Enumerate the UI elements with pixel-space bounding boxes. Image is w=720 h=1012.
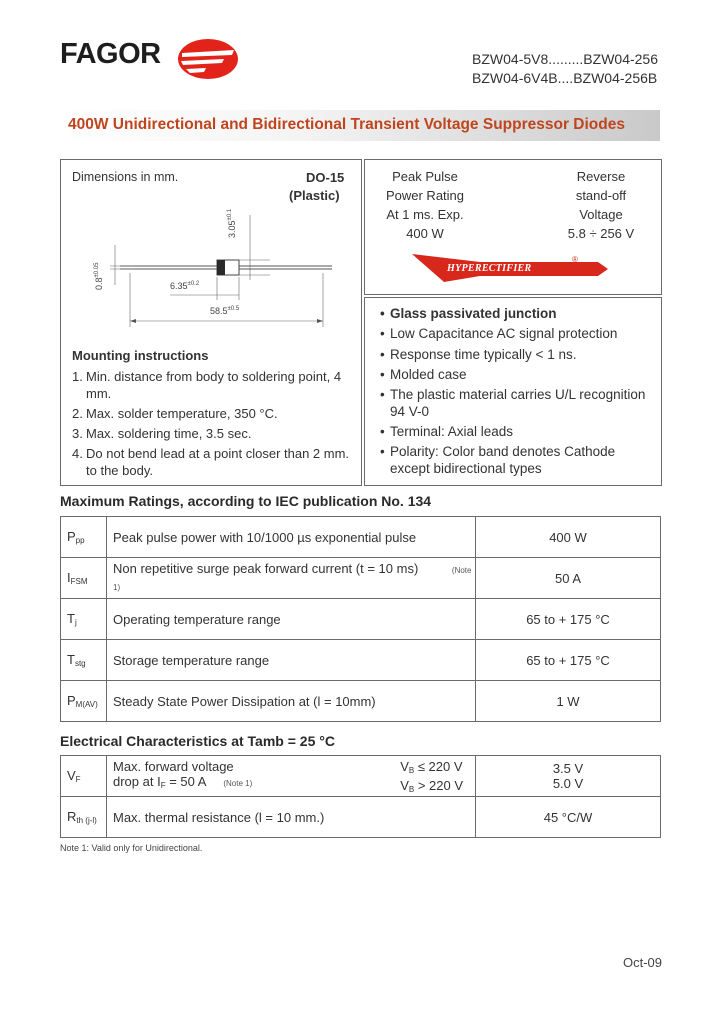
symbol-cell [61,756,107,797]
package-name: DO-15 [306,170,345,185]
mounting-instructions-title: Mounting instructions [72,348,209,363]
description-cell: Operating temperature range [107,599,476,640]
table-row [61,599,661,640]
document-title: 400W Unidirectional and Bidirectional Transient Voltage Suppressor Diodes [68,116,625,133]
vf-description-line-1: Max. forward voltage [113,759,234,774]
value-cell: 400 W [476,517,661,558]
symbol-subscript: M(AV) [75,700,98,709]
part-range-2: BZW04-6V4B....BZW04-256B [472,70,658,86]
symbol: V [67,768,76,783]
fagor-logo-icon [176,38,240,80]
table-row [61,517,661,558]
value-cell: 1 W [476,681,661,722]
description-cell: Max. thermal resistance (l = 10 mm.) [107,797,476,838]
description-cell: Storage temperature range [107,640,476,681]
max-ratings-title: Maximum Ratings, according to IEC publication No. 134 [60,493,432,509]
body-diameter-dimension [227,209,237,238]
symbol: R [67,809,77,824]
list-item: • Glass passivated junction [380,306,655,323]
symbol-subscript: pp [75,536,85,545]
description-text: Non repetitive surge peak forward current (t = 10 ms) [113,561,419,576]
symbol: T [67,652,75,667]
vf-conditions [400,759,463,797]
mounting-instructions-list [72,368,354,482]
value-cell: 65 to + 175 °C [476,599,661,640]
vf-value-2: 5.0 V [552,776,584,791]
vf-desc-rest: = 50 A [165,774,206,789]
value-cell: 50 A [476,558,661,599]
vf-desc-text: drop at I [113,774,161,789]
symbol-cell [61,640,107,681]
table-row [61,797,661,838]
symbol: I [67,570,71,585]
list-item [72,445,354,479]
table-row [61,558,661,599]
total-length-tolerance: ±0.5 [227,306,240,312]
list-item: • Low Capacitance AC signal protection [380,326,655,343]
cond-symbol: V [400,759,409,774]
lead-diameter-tolerance: ±0.05 [94,262,100,278]
rev-label-2: stand-off [575,188,627,203]
symbol-subscript: stg [74,659,86,668]
list-item [72,405,354,422]
registered-mark: ® [572,255,578,264]
symbol-cell [61,797,107,838]
peak-label-1: Peak Pulse [392,169,458,184]
item-number: 4. [72,446,83,461]
item-number: 2. [72,406,83,421]
item-text: Max. solder temperature, 350 °C. [86,406,278,421]
item-text: Do not bend lead at a point closer than 2 mm. to the body. [86,446,350,478]
list-item: • Response time typically < 1 ns. [380,347,655,364]
body-diameter-value: 3.05 [227,220,237,238]
symbol-cell [61,599,107,640]
item-text: Min. distance from body to soldering point, 4 mm. [86,369,342,401]
footnote: Note 1: Valid only for Unidirectional. [60,843,203,853]
value-cell: 45 °C/W [476,797,661,838]
symbol-cell [61,681,107,722]
value-cell: 65 to + 175 °C [476,640,661,681]
table-row [61,681,661,722]
vf-condition-1 [400,759,463,778]
dimensions-label: Dimensions in mm. [72,170,179,184]
revision-date: Oct-09 [622,955,662,970]
rev-value: 5.8 ÷ 256 V [567,226,635,241]
peak-value: 400 W [406,226,444,241]
part-number-range [472,50,658,88]
peak-label-3: At 1 ms. Exp. [386,207,464,222]
symbol-subscript: F [75,775,81,784]
list-item [72,368,354,402]
note-ref: (Note 1) [223,779,253,788]
title-bar [60,110,660,141]
symbol: P [67,529,76,544]
total-length-value: 58.5 [210,306,228,316]
rev-label-1: Reverse [576,169,626,184]
list-item [72,425,354,442]
rev-label-3: Voltage [579,207,623,222]
badge-text: HYPERECTIFIER [447,263,532,274]
body-diameter-tolerance: ±0.1 [227,208,233,221]
description-cell [107,756,476,797]
table-row [61,756,661,797]
peak-label-2: Power Rating [385,188,465,203]
lead-diameter-value: 0.8 [94,277,104,290]
item-number: 1. [72,369,83,384]
note-ref: (Note 1) [113,566,472,592]
symbol-subscript: j [74,618,77,627]
cond-symbol: V [400,778,409,793]
item-text: Max. soldering time, 3.5 sec. [86,426,252,441]
symbol: P [67,693,76,708]
symbol: T [67,611,75,626]
list-item: • Molded case [380,367,655,384]
max-ratings-table [60,516,661,722]
features-list [380,306,655,481]
body-length-dimension [170,281,199,291]
list-item: • The plastic material carries U/L recognition 94 V-0 [380,387,655,420]
item-number: 3. [72,426,83,441]
description-cell: Steady State Power Dissipation at (l = 10mm) [107,681,476,722]
vf-condition-2 [400,778,463,797]
company-logo-text: FAGOR [60,38,161,70]
body-length-tolerance: ±0.2 [187,281,200,287]
list-item: • Terminal: Axial leads [380,424,655,441]
symbol-subscript: FSM [70,577,88,586]
electrical-characteristics-title: Electrical Characteristics at Tamb = 25 °C [60,733,335,749]
cond-subscript: B [408,785,415,794]
package-type: (Plastic) [289,188,340,203]
electrical-characteristics-table [60,755,661,838]
list-item: • Polarity: Color band denotes Cathode except bidirectional types [380,444,655,477]
vf-value-1: 3.5 V [552,761,584,776]
total-length-dimension [210,306,239,316]
cond-subscript: B [408,766,415,775]
cond-rest: ≤ 220 V [414,759,463,774]
cond-rest: > 220 V [414,778,463,793]
description-cell: Peak pulse power with 10/1000 µs exponential pulse [107,517,476,558]
value-cell [476,756,661,797]
peak-pulse-spec [370,167,480,243]
reverse-standoff-spec [548,167,654,243]
lead-diameter-dimension [94,263,104,291]
vf-desc-subscript: F [160,781,166,790]
body-length-value: 6.35 [170,281,188,291]
part-range-1: BZW04-5V8.........BZW04-256 [472,51,658,67]
symbol-subscript: th (j-l) [76,816,97,825]
symbol-cell [61,558,107,599]
description-cell [107,558,476,599]
table-row [61,640,661,681]
symbol-cell [61,517,107,558]
